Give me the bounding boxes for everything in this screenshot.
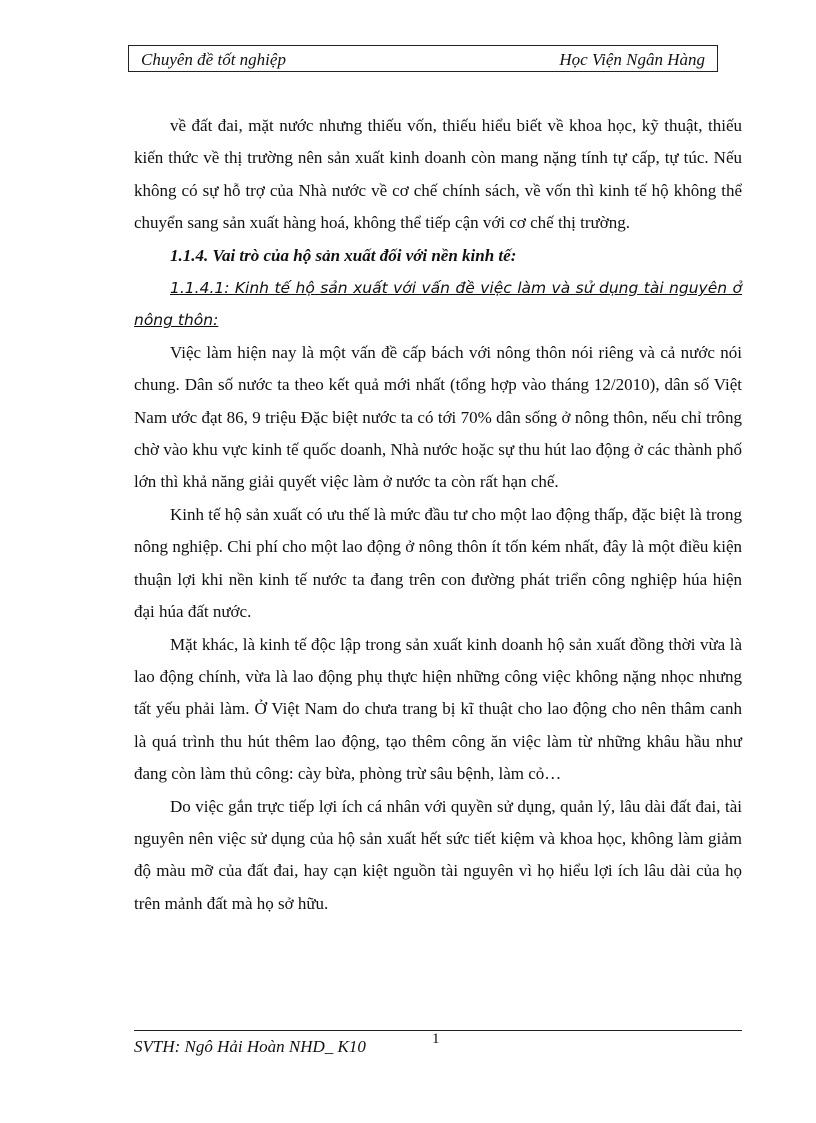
paragraph-1: về đất đai, mặt nước nhưng thiếu vốn, thiếu hiểu biết về khoa học, kỹ thuật, thiếu kiến thức về thị trường nên sản xuất kinh doanh còn mang nặng tính tự cấp, tự túc. Nếu không có sự hỗ trợ của Nhà nước về cơ chế chính sách, về vốn thì kinh tế hộ không thể chuyển sang sản xuất hàng hoá, không thể tiếp cận với cơ chế thị trường. bbox=[134, 116, 742, 233]
header-doc-type: Chuyên đề tốt nghiệp bbox=[141, 50, 286, 69]
document-body bbox=[134, 110, 742, 920]
paragraph-3: Kinh tế hộ sản xuất có ưu thế là mức đầu tư cho một lao động thấp, đặc biệt là trong nông nghiệp. Chi phí cho một lao động ở nông thôn ít tốn kém nhất, đây là một điều kiện thuận lợi khi nền kinh tế nước ta đang trên con đường phát triển công nghiệp húa hiện đại húa đất nước. bbox=[134, 504, 742, 622]
section-heading: 1.1.4. Vai trò của hộ sản xuất đối với nền kinh tế: bbox=[170, 245, 517, 265]
header-institution: Học Viện Ngân Hàng bbox=[559, 50, 705, 69]
paragraph-2: Việc làm hiện nay là một vấn đề cấp bách với nông thôn nói riêng và cả nước nói chung. Dân số nước ta theo kết quả mới nhất (tổng hợp vào tháng 12/2010), dân số Việt Nam ước đạt 86, 9 triệu Đặc biệt nước ta có tới 70% dân sống ở nông thôn, nếu chỉ trông chờ vào khu vực kinh tế quốc doanh, Nhà nước hoặc sự thu hút lao động ở các thành phố lớn thì khả năng giải quyết việc làm ở nước ta còn rất hạn chế. bbox=[134, 342, 742, 492]
footer-author: SVTH: Ngô Hải Hoàn NHD_ K10 bbox=[134, 1037, 366, 1056]
page-number: 1 bbox=[432, 1031, 440, 1047]
page-header bbox=[128, 45, 718, 72]
paragraph-5: Do việc gắn trực tiếp lợi ích cá nhân với quyền sử dụng, quản lý, lâu dài đất đai, tài nguyên nên việc sử dụng của hộ sản xuất hết sức tiết kiệm và khoa học, không làm giảm độ màu mỡ của đất đai, hay cạn kiệt nguồn tài nguyên vì họ hiểu lợi ích lâu dài của họ trên mảnh đất mà họ sở hữu. bbox=[134, 796, 742, 913]
subsection-heading: 1.1.4.1: Kinh tế hộ sản xuất với vấn đề việc làm và sử dụng tài nguyên ở nông thôn: bbox=[134, 279, 742, 330]
paragraph-4: Mặt khác, là kinh tế độc lập trong sản xuất kinh doanh hộ sản xuất đồng thời vừa là lao động chính, vừa là lao động phụ thực hiện những công việc không nặng nhọc nhưng tất yếu phải làm. Ở Việt Nam do chưa trang bị kĩ thuật cho lao động cho nên thâm canh là quá trình thu hút thêm lao động, tạo thêm công ăn việc làm từ những khâu hầu như đang còn làm thủ công: cày bừa, phòng trừ sâu bệnh, làm cỏ… bbox=[134, 634, 742, 784]
